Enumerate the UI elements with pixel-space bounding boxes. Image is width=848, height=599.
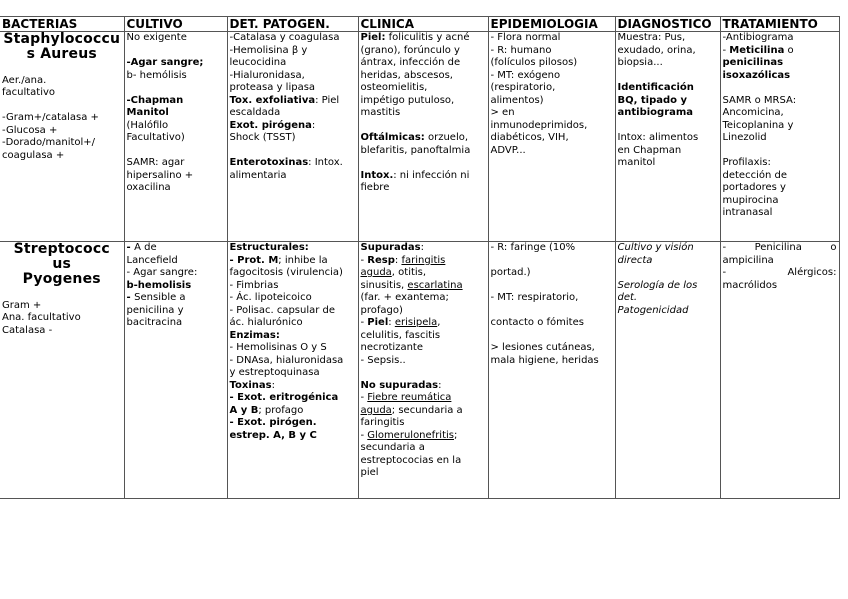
- header-cultivo: CULTIVO: [124, 17, 227, 32]
- microbiology-table: [0, 16, 840, 499]
- header-clinica: CLINICA: [358, 17, 488, 32]
- cell-epi-strep: - R: faringe (10% portad.) - MT: respiratorio, contacto o fómites > lesiones cutáneas, mala higiene, heridas: [488, 242, 615, 499]
- cell-bacteria-staph: Staphylococcu s Aureus Aer./ana. facultativo -Gram+/catalasa + -Glucosa + -Dorado/manitol+/ coagulasa +: [0, 32, 124, 242]
- bacteria-name: Staphylococcu s Aureus: [3, 31, 121, 62]
- cell-trat-strep: - Penicilina o ampicilina - Alérgicos: macrólidos: [720, 242, 839, 499]
- cell-cultivo-strep: - A de Lancefield - Agar sangre: b-hemolisis - Sensible a penicilina y bacitracina: [124, 242, 227, 499]
- cell-bacteria-strep: Streptococc us Pyogenes Gram + Ana. facultativo Catalasa -: [0, 242, 124, 499]
- cell-det-staph: -Catalasa y coagulasa -Hemolisina β y leucocidina -Hialuronidasa, proteasa y lipasa Tox. exfoliativa: Piel escaldada Exot. pirógena: Shock (TSST) Enterotoxinas: Intox. alimentaria: [227, 32, 358, 242]
- header-epidemiologia: EPIDEMIOLOGIA: [488, 17, 615, 32]
- cell-diag-staph: Muestra: Pus, exudado, orina, biopsia... Identificación BQ, tipado y antibiograma Intox: alimentos en Chapman manitol: [615, 32, 720, 242]
- header-diagnostico: DIAGNOSTICO: [615, 17, 720, 32]
- cell-epi-staph: - Flora normal - R: humano (folículos pilosos) - MT: exógeno (respiratorio, alimentos) > en inmunodeprimidos, diabéticos, VIH, ADVP...: [488, 32, 615, 242]
- cell-diag-strep: Cultivo y visión directa Serología de los det. Patogenicidad: [615, 242, 720, 499]
- cell-clinica-strep: Supuradas: - Resp: faringitis aguda, otitis, sinusitis, escarlatina (far. + exantema; profago) - Piel: erisipela, celulitis, fascitis necrotizante - Sepsis.. No supuradas: - Fiebre reumática aguda; secundaria a faringitis - Glomerulonefritis; secundaria a estreptococias en la piel: [358, 242, 488, 499]
- header-det-patogen: DET. PATOGEN.: [227, 17, 358, 32]
- header-tratamiento: TRATAMIENTO: [720, 17, 839, 32]
- header-row: [0, 17, 839, 32]
- header-bacterias: BACTERIAS: [0, 17, 124, 32]
- bacteria-name: Streptococc us Pyogenes: [13, 241, 110, 287]
- cell-clinica-staph: Piel: foliculitis y acné (grano), forúnculo y ántrax, infección de heridas, abscesos, osteomielitis, impétigo putuloso, mastitis Oftálmicas: orzuelo, blefaritis, panoftalmia Intox.: ni infección ni fiebre: [358, 32, 488, 242]
- cell-cultivo-staph: No exigente -Agar sangre; b- hemólisis -Chapman Manitol (Halófilo Facultativo) SAMR: agar hipersalino + oxacilina: [124, 32, 227, 242]
- cell-trat-staph: -Antibiograma - Meticilina o penicilinas isoxazólicas SAMR o MRSA: Ancomicina, Teicoplanina y Linezolid Profilaxis: detección de portadores y mupirocina intranasal: [720, 32, 839, 242]
- cell-det-strep: Estructurales: - Prot. M; inhibe la fagocitosis (virulencia) - Fimbrias - Ác. lipoteicoico - Polisac. capsular de ác. hialurónico Enzimas: - Hemolisinas O y S - DNAsa, hialuronidasa y estreptoquinasa Toxinas: - Exot. eritrogénica A y B; profago - Exot. pirógen. estrep. A, B y C: [227, 242, 358, 499]
- table-row-staphylococcus: [0, 32, 839, 242]
- table-row-streptococcus: [0, 242, 839, 499]
